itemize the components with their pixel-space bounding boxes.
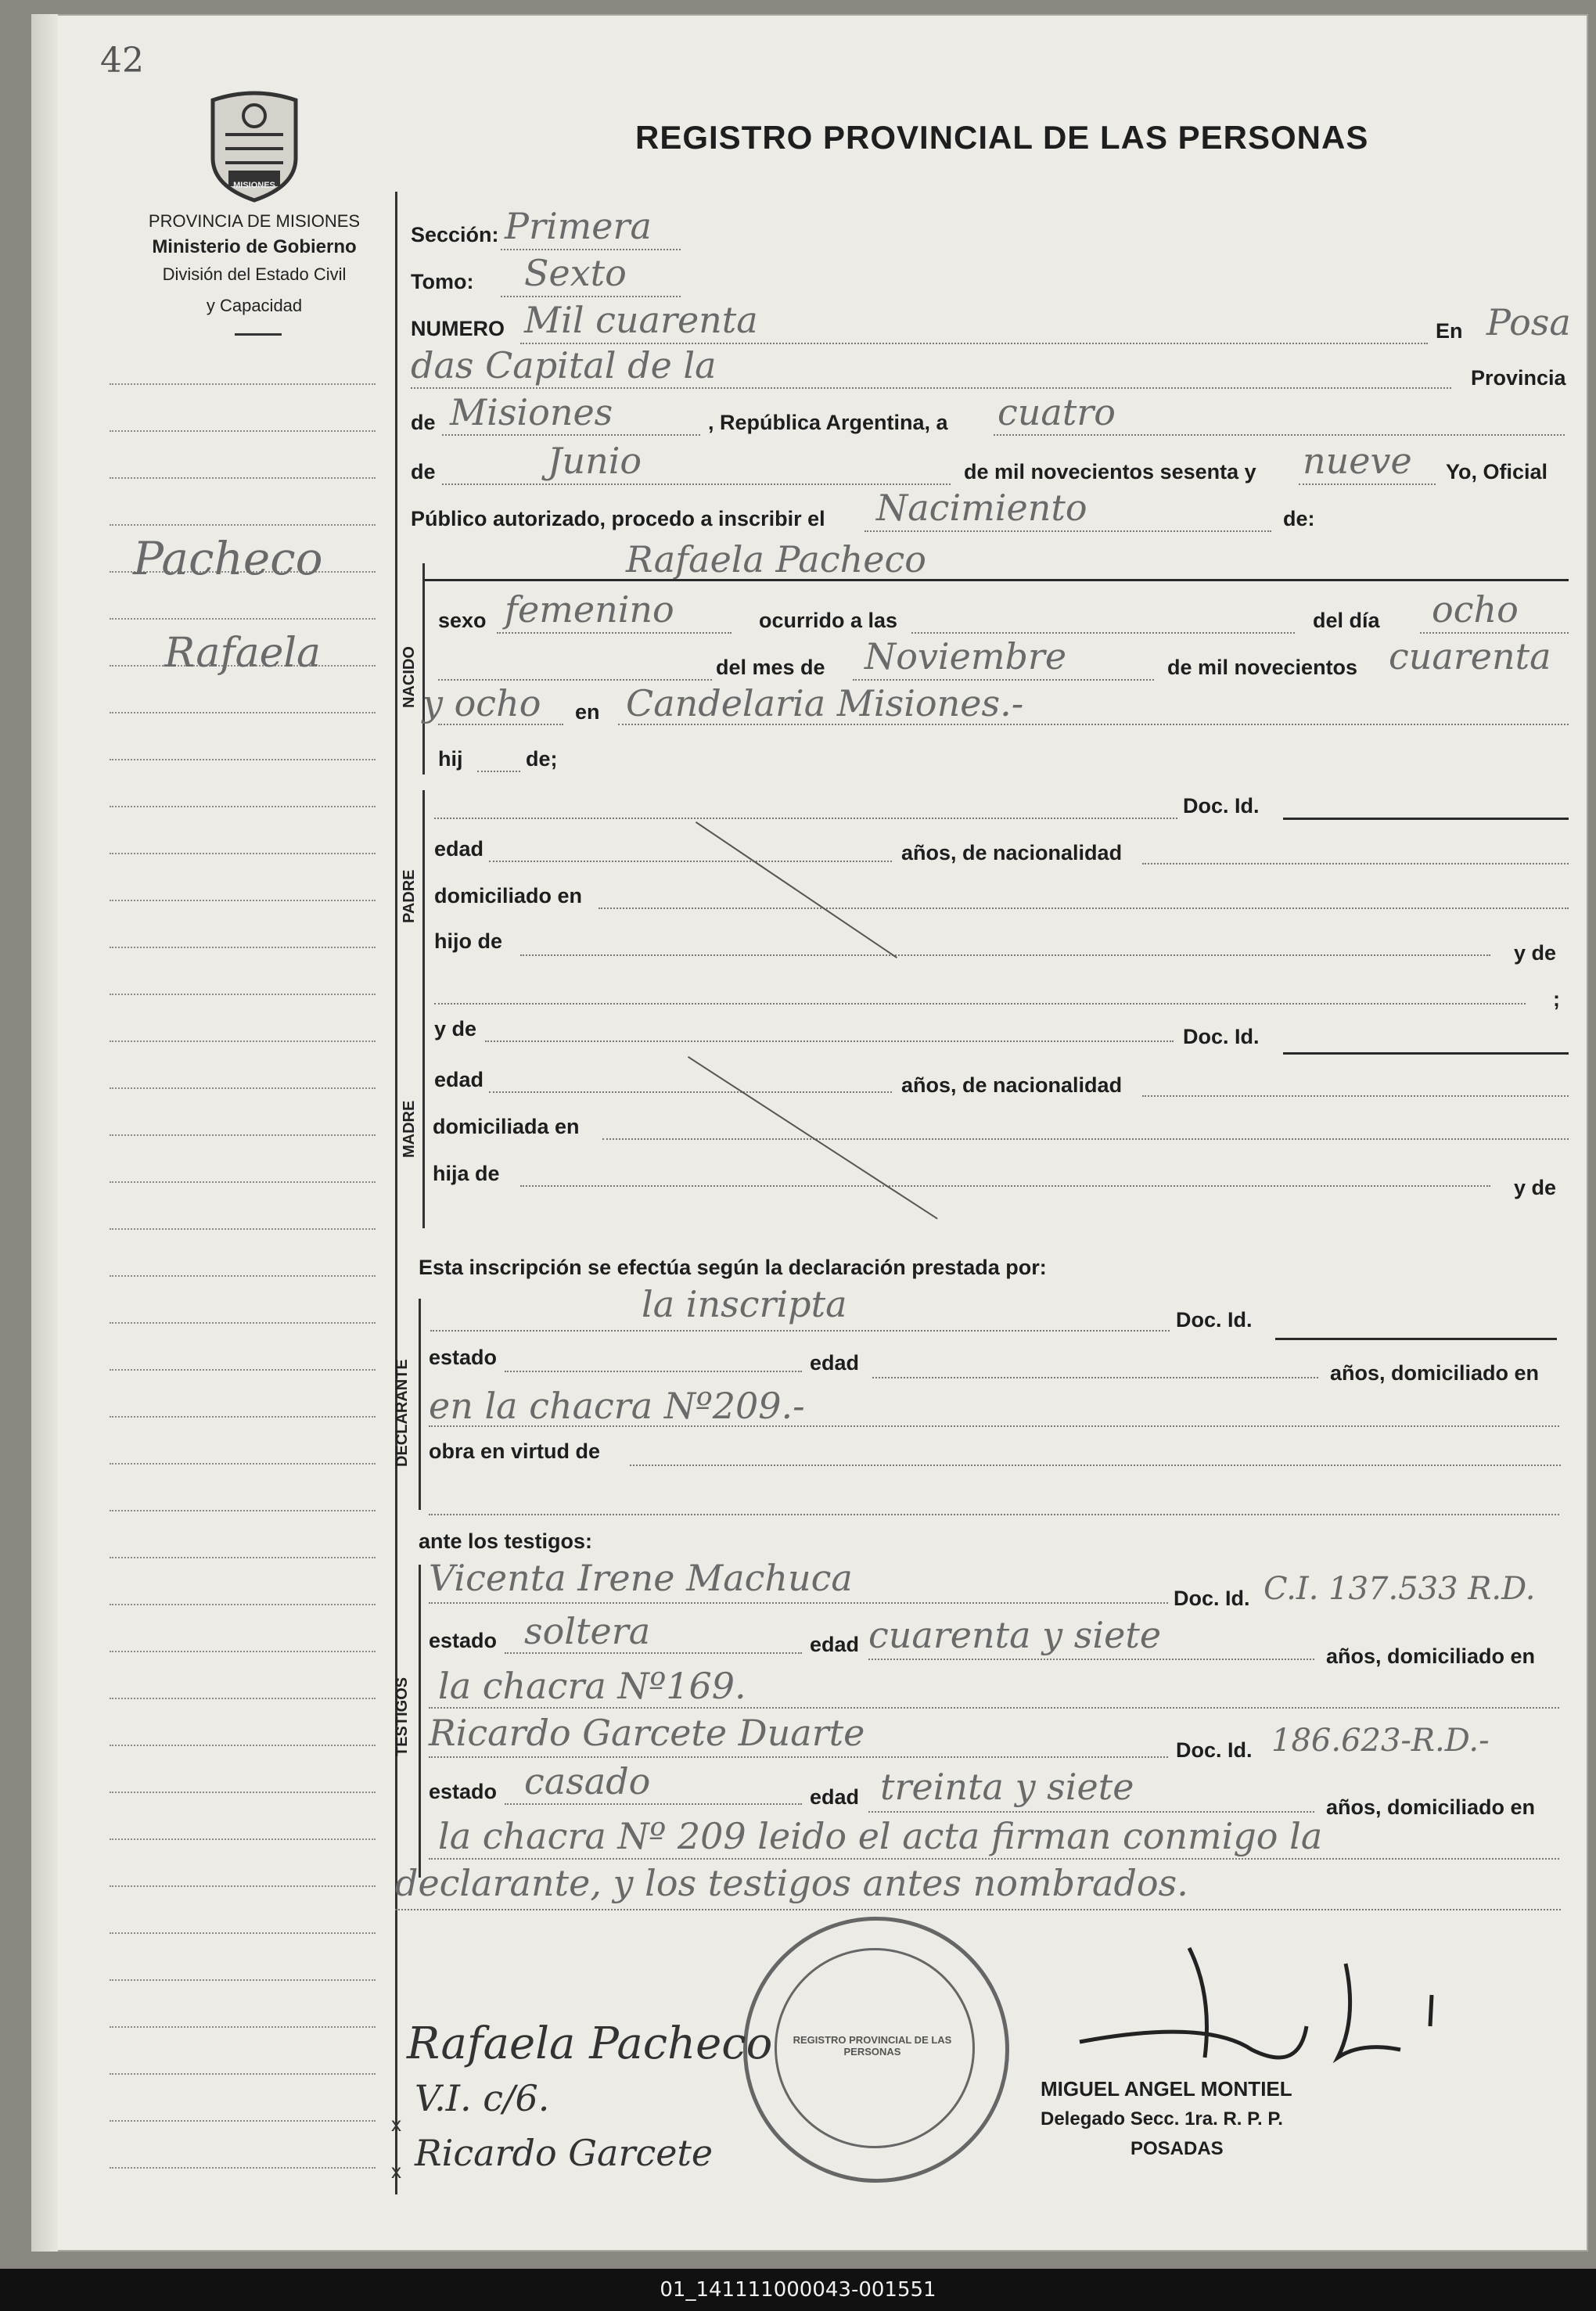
padre-section-label: PADRE (401, 869, 418, 923)
margin-line (110, 1463, 376, 1465)
margin-line (110, 2073, 376, 2075)
official-signature-icon (1048, 1932, 1486, 2089)
padre-domicilio-label: domiciliado en (434, 884, 583, 908)
lugar-value: Candelaria Misiones.- (626, 682, 1024, 724)
margin-line (110, 2167, 376, 2169)
madre-y-de-label: y de (434, 1017, 477, 1040)
margin-line (110, 1979, 376, 1981)
dotted-line (505, 1371, 802, 1372)
section-rule (1283, 1052, 1569, 1055)
margin-line (110, 1369, 376, 1371)
year-value: nueve (1303, 440, 1412, 482)
margin-line (110, 759, 376, 760)
dotted-line (485, 1040, 1174, 1042)
dotted-line (438, 724, 563, 725)
testigo2-estado: casado (524, 1760, 651, 1802)
declarante-bracket (419, 1299, 421, 1510)
margin-line (110, 1792, 376, 1793)
page-title: REGISTRO PROVINCIAL DE LAS PERSONAS (635, 119, 1369, 156)
madre-domicilio-label: domiciliada en (433, 1115, 580, 1138)
testigo1-domicilio: la chacra Nº169. (438, 1665, 746, 1707)
testigo2-edad: treinta y siete (880, 1766, 1134, 1808)
declarante-doc-label: Doc. Id. (1176, 1308, 1253, 1332)
republica-label: , República Argentina, a (708, 411, 948, 434)
dotted-line (994, 434, 1565, 436)
en-label-nacido: en (575, 700, 600, 724)
numero-value: Mil cuarenta (524, 299, 758, 341)
nacido-bracket (422, 563, 425, 775)
margin-line (110, 994, 376, 995)
dotted-line (442, 483, 951, 485)
dotted-line (438, 679, 712, 681)
page-number: 42 (100, 41, 144, 81)
section-rule (1275, 1338, 1557, 1340)
testigos-section-label: TESTIGOS (394, 1677, 411, 1756)
dotted-line (868, 1659, 1314, 1660)
margin-line (110, 2026, 376, 2028)
official-name: MIGUEL ANGEL MONTIEL (1041, 2077, 1292, 2101)
madre-hija-label: hija de (433, 1162, 500, 1185)
dotted-line (520, 1185, 1490, 1187)
dotted-line (1142, 1095, 1569, 1097)
testigo2-estado-label: estado (429, 1780, 498, 1803)
madre-edad-label: edad (434, 1068, 484, 1091)
margin-line (110, 1932, 376, 1934)
dotted-line (477, 771, 520, 772)
dotted-line (429, 1425, 1559, 1427)
section-rule (422, 579, 1569, 581)
margin-line (110, 383, 376, 385)
margin-line (110, 524, 376, 526)
dotted-line (501, 296, 681, 297)
padre-hijo-label: hijo de (434, 929, 502, 953)
margin-line (110, 477, 376, 479)
province-value: Misiones (450, 391, 613, 433)
closing-text: declarante, y los testigos antes nombrados. (395, 1862, 1188, 1904)
testigo1-edad-label: edad (810, 1633, 860, 1656)
document-page (31, 14, 1588, 2252)
header-capacity: y Capacidad (206, 296, 303, 315)
padre-bracket (422, 790, 425, 1017)
margin-line (110, 1416, 376, 1418)
footer-id: 01_141111000043-001551 (0, 2269, 1596, 2311)
signature-mark: x (391, 2112, 401, 2136)
padre-anios-label: años, de nacionalidad (901, 841, 1123, 864)
padre-y-de-label: y de (1514, 941, 1557, 965)
declaracion-label: Esta inscripción se efectúa según la declaración prestada por: (419, 1256, 1047, 1279)
dotted-line (434, 818, 1177, 819)
margin-name: Rafaela (164, 630, 322, 677)
margin-line (110, 1040, 376, 1042)
page-edge (31, 14, 58, 2252)
testigo2-doc: 186.623-R.D.- (1271, 1723, 1490, 1759)
dotted-line (442, 434, 700, 436)
anio-value: cuarenta (1389, 635, 1551, 677)
margin-line (110, 618, 376, 620)
month-value: Junio (548, 440, 642, 482)
declarante-name: la inscripta (642, 1283, 847, 1325)
publico-label: Público autorizado, procedo a inscribir el (411, 507, 825, 530)
en-label: En (1436, 319, 1463, 343)
testigo2-edad-label: edad (810, 1785, 860, 1809)
dotted-line (497, 632, 732, 634)
testigos-bracket (419, 1565, 421, 1878)
dia-value: ocho (1432, 588, 1519, 631)
margin-line (110, 1181, 376, 1183)
margin-line (110, 1275, 376, 1277)
seccion-label: Sección: (411, 223, 499, 246)
tomo-label: Tomo: (411, 270, 474, 293)
testigo1-doc: C.I. 137.533 R.D. (1264, 1571, 1536, 1607)
declarante-obra-label: obra en virtud de (429, 1439, 601, 1463)
stamp-text: REGISTRO PROVINCIAL DE LAS PERSONAS (793, 2034, 952, 2058)
header-province: PROVINCIA DE MISIONES (148, 211, 361, 231)
del-dia-label: del día (1313, 609, 1380, 632)
margin-line (110, 430, 376, 432)
testigo1-estado: soltera (524, 1610, 651, 1652)
dotted-line (1420, 632, 1569, 634)
declarante-edad-label: edad (810, 1351, 860, 1375)
day-value: cuatro (998, 391, 1116, 433)
declarante-anios-label: años, domiciliado en (1330, 1361, 1540, 1385)
header-division: División del Estado Civil (162, 264, 347, 284)
dotted-line (864, 530, 1271, 532)
section-rule (1283, 818, 1569, 820)
margin-line (110, 853, 376, 854)
dotted-line (489, 1091, 892, 1093)
dotted-line (489, 861, 892, 862)
dotted-line (853, 679, 1154, 681)
dotted-line (868, 1811, 1314, 1813)
dotted-line (598, 908, 1569, 909)
mil-label: de mil novecientos (1167, 656, 1358, 679)
year-label: de mil novecientos sesenta y (964, 460, 1256, 483)
testigos-intro: ante los testigos: (419, 1529, 593, 1553)
dotted-line (618, 724, 1569, 725)
margin-line (110, 1557, 376, 1558)
margin-line (110, 1510, 376, 1511)
margin-line (110, 1604, 376, 1605)
de2-label: de (411, 460, 436, 483)
testigo1-anios-label: años, domiciliado en (1326, 1644, 1536, 1668)
testigo1-estado-label: estado (429, 1629, 498, 1652)
testigo1-doc-label: Doc. Id. (1174, 1587, 1250, 1610)
testigo1-name: Vicenta Irene Machuca (429, 1557, 853, 1599)
dotted-line (430, 1330, 1170, 1332)
dotted-line (434, 1003, 1526, 1005)
signature-1: Rafaela Pacheco (407, 2018, 773, 2069)
official-title: Delegado Secc. 1ra. R. P. P. (1041, 2108, 1283, 2129)
padre-doc-label: Doc. Id. (1183, 794, 1260, 818)
testigo2-domicilio: la chacra Nº 209 leido el acta firman conmigo la (438, 1815, 1323, 1857)
madre-doc-label: Doc. Id. (1183, 1025, 1260, 1048)
margin-line (110, 947, 376, 948)
seccion-value: Primera (505, 205, 652, 247)
testigo2-doc-label: Doc. Id. (1176, 1738, 1253, 1762)
madre-bracket (422, 1017, 425, 1228)
place-continuation: das Capital de la (411, 344, 717, 386)
dotted-line (429, 1602, 1168, 1604)
dotted-line (630, 1465, 1561, 1466)
dotted-line (505, 1803, 802, 1805)
dotted-line (505, 1652, 802, 1654)
numero-label: NUMERO (411, 317, 505, 340)
yo-label: Yo, Oficial (1446, 460, 1548, 483)
margin-line (110, 1838, 376, 1840)
dotted-line (411, 387, 1451, 389)
ocurrido-label: ocurrido a las (759, 609, 898, 632)
testigo2-name: Ricardo Garcete Duarte (429, 1712, 865, 1754)
tomo-value: Sexto (524, 252, 627, 294)
dotted-line (911, 632, 1295, 634)
margin-line (110, 900, 376, 901)
en-value: Posa (1486, 301, 1571, 343)
de3-label: de: (1283, 507, 1315, 530)
signature-3: Ricardo Garcete (415, 2132, 714, 2174)
declarante-estado-label: estado (429, 1346, 498, 1369)
nacido-section-label: NACIDO (401, 646, 418, 708)
dotted-line (429, 1707, 1559, 1709)
header-rule (235, 333, 282, 336)
provincia-label: Provincia (1471, 366, 1566, 390)
margin-line (110, 1134, 376, 1136)
declarante-section-label: DECLARANTE (394, 1359, 411, 1467)
margin-line (110, 1228, 376, 1230)
margin-line (110, 1087, 376, 1089)
emblem-label: MISIONES (233, 181, 275, 190)
margin-line (110, 1745, 376, 1746)
anio-continuation: y ocho (422, 682, 541, 724)
signature-mark: x (391, 2159, 401, 2183)
dotted-line (429, 1858, 1559, 1860)
dotted-line (520, 954, 1490, 956)
margin-line (110, 806, 376, 807)
dotted-line (1142, 863, 1569, 864)
dotted-line (429, 1756, 1168, 1758)
padre-semicolon: ; (1553, 987, 1560, 1011)
dotted-line (501, 249, 681, 250)
hij-label: hij (438, 747, 463, 771)
margin-line (110, 1885, 376, 1887)
hij-de-label: de; (526, 747, 558, 771)
madre-anios-label: años, de nacionalidad (901, 1073, 1123, 1097)
mes-label: del mes de (716, 656, 825, 679)
act-value: Nacimiento (876, 487, 1087, 529)
madre-y-de2-label: y de (1514, 1176, 1557, 1199)
padre-edad-label: edad (434, 837, 484, 861)
dotted-line (395, 1909, 1561, 1910)
official-city: POSADAS (1130, 2138, 1224, 2159)
margin-surname: Pacheco (133, 532, 323, 585)
margin-line (110, 712, 376, 713)
testigo1-edad: cuarenta y siete (868, 1614, 1162, 1656)
dotted-line (602, 1138, 1569, 1140)
margin-line (110, 1322, 376, 1324)
person-name: Rafaela Pacheco (626, 538, 926, 580)
margin-line (110, 1651, 376, 1652)
header-ministry: Ministerio de Gobierno (152, 236, 357, 257)
margin-line (110, 2120, 376, 2122)
margin-line (110, 1698, 376, 1699)
dotted-line (1299, 483, 1436, 485)
dotted-line (429, 1514, 1559, 1515)
testigo2-anios-label: años, domiciliado en (1326, 1795, 1536, 1819)
dotted-line (872, 1377, 1318, 1378)
signature-2: V.I. c/6. (415, 2077, 550, 2119)
mes-value: Noviembre (864, 635, 1067, 677)
madre-section-label: MADRE (401, 1100, 418, 1158)
sexo-label: sexo (438, 609, 487, 632)
sexo-value: femenino (505, 588, 674, 631)
de-label: de (411, 411, 436, 434)
declarante-domicilio: en la chacra Nº209.- (429, 1385, 805, 1427)
